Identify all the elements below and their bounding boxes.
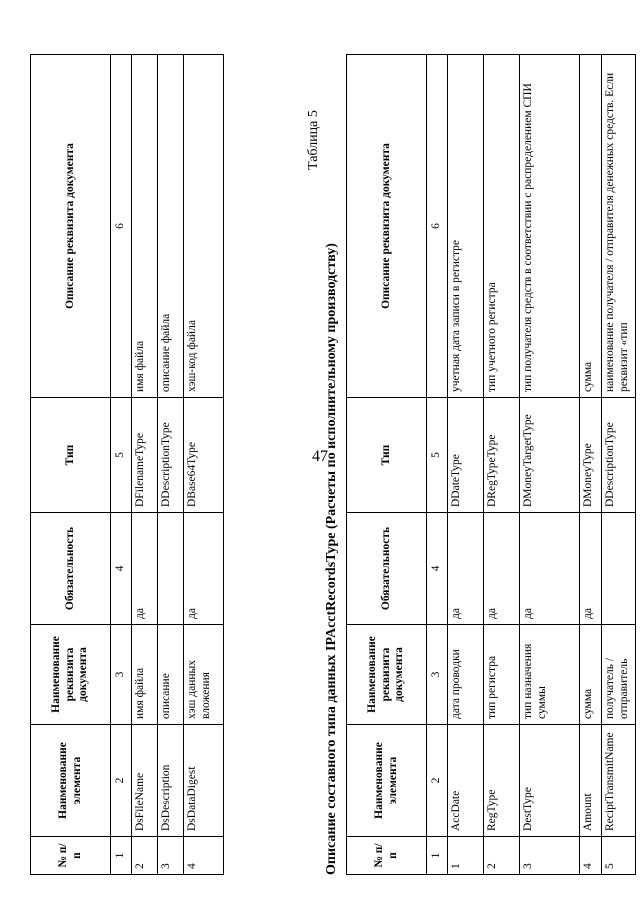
table-row bbox=[131, 55, 157, 875]
header-type: Тип bbox=[347, 398, 427, 513]
index-cell: 2 bbox=[427, 725, 448, 837]
cell bbox=[601, 513, 635, 625]
index-cell: 5 bbox=[111, 398, 132, 513]
index-cell: 3 bbox=[427, 625, 448, 725]
cell: 4 bbox=[183, 837, 223, 875]
cell: DDescriptionType bbox=[601, 398, 635, 513]
cell: DsDescription bbox=[157, 725, 183, 837]
index-cell: 2 bbox=[111, 725, 132, 837]
index-cell: 6 bbox=[427, 55, 448, 398]
cell: DsDataDigest bbox=[183, 725, 223, 837]
index-cell: 1 bbox=[427, 837, 448, 875]
cell: DDescriptionType bbox=[157, 398, 183, 513]
table-5 bbox=[346, 54, 636, 875]
table-caption: Таблица 5 bbox=[306, 110, 321, 170]
cell: 4 bbox=[579, 837, 601, 875]
header-attribute-name: Наименование реквизита документа bbox=[347, 625, 427, 725]
table-header-row bbox=[31, 55, 111, 875]
cell: Amount bbox=[579, 725, 601, 837]
cell: имя файла bbox=[131, 625, 157, 725]
cell: учетная дата записи в регистре bbox=[447, 55, 483, 398]
cell: тип учетного регистра bbox=[483, 55, 519, 398]
table-header-row bbox=[347, 55, 427, 875]
table-title: Описание составного типа данных IPAcctRecordsType (Расчеты по исполнительному производству) bbox=[324, 243, 339, 875]
cell: хэш-код файла bbox=[183, 55, 223, 398]
cell: тип получателя средств в соответствии с распределением СПИ bbox=[519, 55, 579, 398]
cell: DMoneyTargetType bbox=[519, 398, 579, 513]
cell: DFilenameType bbox=[131, 398, 157, 513]
cell: 3 bbox=[519, 837, 579, 875]
table-row bbox=[447, 55, 483, 875]
cell: сумма bbox=[579, 625, 601, 725]
index-cell: 1 bbox=[111, 837, 132, 875]
top-table bbox=[30, 54, 224, 875]
cell: 5 bbox=[601, 837, 635, 875]
cell: 3 bbox=[157, 837, 183, 875]
index-cell: 4 bbox=[427, 513, 448, 625]
header-required: Обязательность bbox=[31, 513, 111, 625]
index-cell: 5 bbox=[427, 398, 448, 513]
cell: да bbox=[131, 513, 157, 625]
cell: DRegTypeType bbox=[483, 398, 519, 513]
table-row bbox=[579, 55, 601, 875]
cell: дата проводки bbox=[447, 625, 483, 725]
cell: ReciptTransmitName bbox=[601, 725, 635, 837]
cell: DDateType bbox=[447, 398, 483, 513]
cell: тип регистра bbox=[483, 625, 519, 725]
cell: да bbox=[519, 513, 579, 625]
table-row bbox=[183, 55, 223, 875]
page-number: 47 bbox=[312, 448, 328, 465]
table-row bbox=[157, 55, 183, 875]
cell: хэш данных вложения bbox=[183, 625, 223, 725]
header-number: № п/п bbox=[347, 837, 427, 875]
index-cell: 3 bbox=[111, 625, 132, 725]
cell: да bbox=[183, 513, 223, 625]
header-type: Тип bbox=[31, 398, 111, 513]
rotated-page-content bbox=[30, 55, 630, 875]
header-description: Описание реквизита документа bbox=[347, 55, 427, 398]
cell: сумма bbox=[579, 55, 601, 398]
cell: DestType bbox=[519, 725, 579, 837]
header-number: № п/п bbox=[31, 837, 111, 875]
header-attribute-name: Наименование реквизита документа bbox=[31, 625, 111, 725]
header-element-name: Наименование элемента bbox=[31, 725, 111, 837]
table-row bbox=[483, 55, 519, 875]
cell: описание файла bbox=[157, 55, 183, 398]
cell: наименование получателя / отправителя денежных средств. Если реквизит «тип bbox=[601, 55, 635, 398]
table-row bbox=[519, 55, 579, 875]
cell: DsFileName bbox=[131, 725, 157, 837]
cell bbox=[157, 513, 183, 625]
cell: 1 bbox=[447, 837, 483, 875]
index-row bbox=[111, 55, 132, 875]
cell: да bbox=[447, 513, 483, 625]
cell: RegType bbox=[483, 725, 519, 837]
index-cell: 4 bbox=[111, 513, 132, 625]
cell: имя файла bbox=[131, 55, 157, 398]
header-description: Описание реквизита документа bbox=[31, 55, 111, 398]
cell: DBase64Type bbox=[183, 398, 223, 513]
cell: DMoneyType bbox=[579, 398, 601, 513]
cell: тип назначения суммы bbox=[519, 625, 579, 725]
table-row bbox=[601, 55, 635, 875]
cell: да bbox=[483, 513, 519, 625]
index-cell: 6 bbox=[111, 55, 132, 398]
header-required: Обязательность bbox=[347, 513, 427, 625]
cell: да bbox=[579, 513, 601, 625]
header-element-name: Наименование элемента bbox=[347, 725, 427, 837]
cell: описание bbox=[157, 625, 183, 725]
index-row bbox=[427, 55, 448, 875]
cell: 2 bbox=[483, 837, 519, 875]
cell: AccDate bbox=[447, 725, 483, 837]
cell: получатель / отправитель bbox=[601, 625, 635, 725]
cell: 2 bbox=[131, 837, 157, 875]
